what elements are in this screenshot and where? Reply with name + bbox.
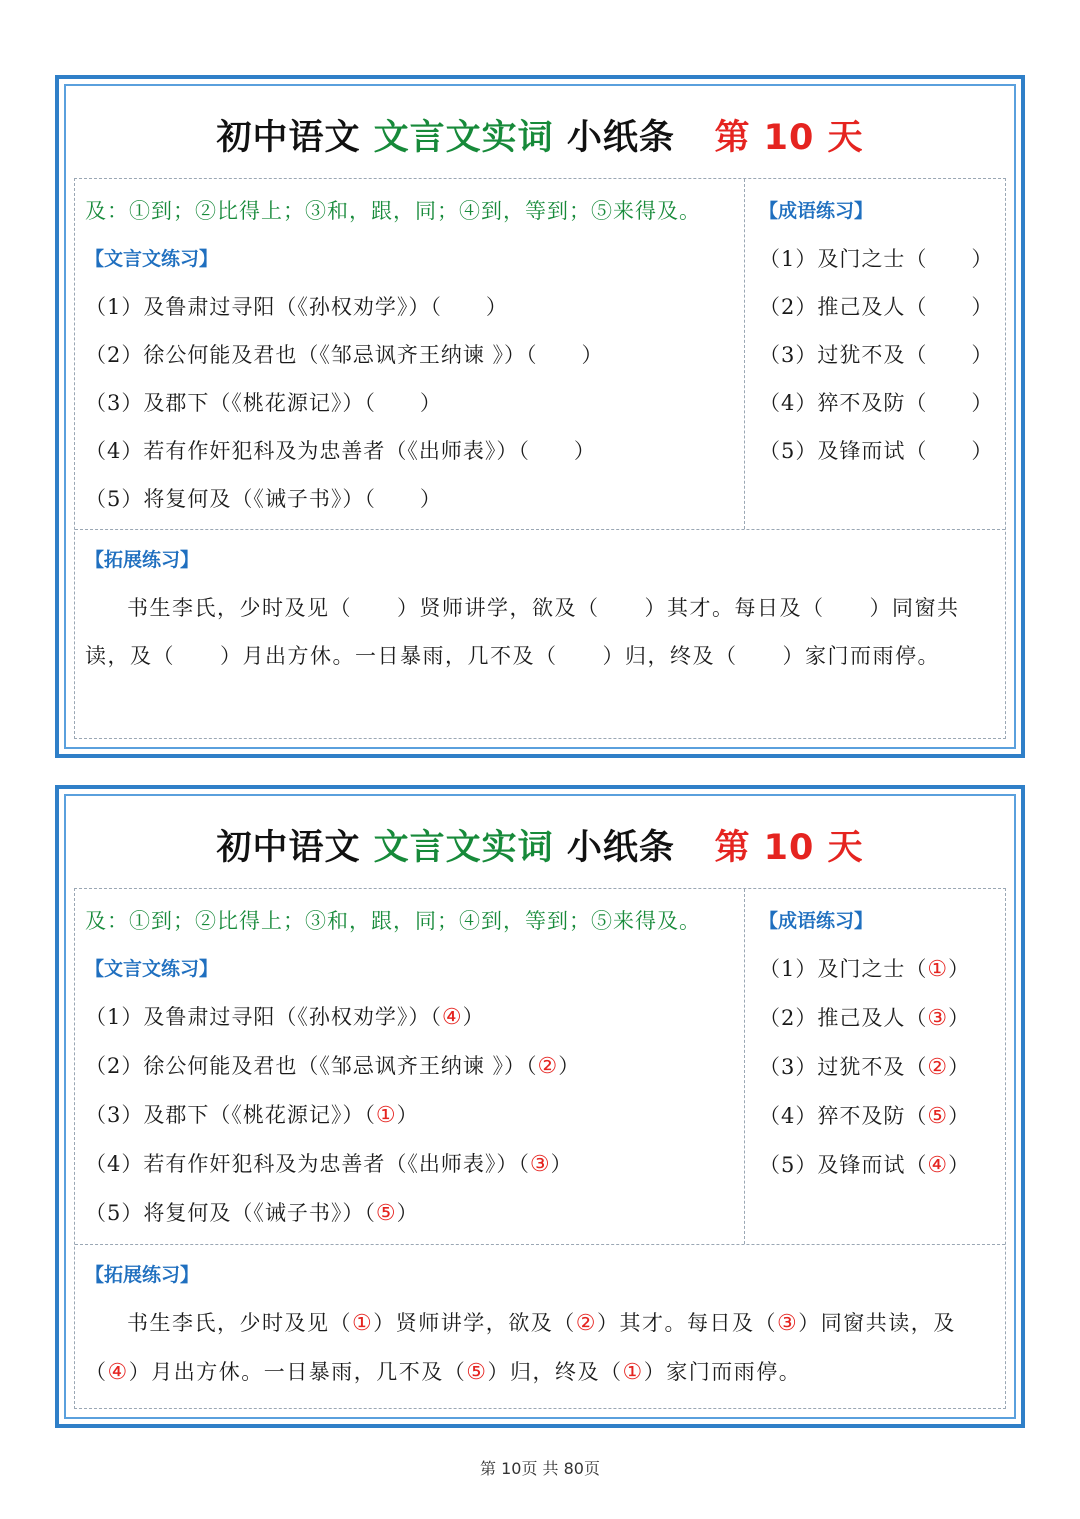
content-grid bbox=[74, 178, 1006, 739]
classical-item: （3）及郡下（《桃花源记》）（ ） bbox=[85, 391, 442, 415]
exercise-card-inner bbox=[64, 84, 1016, 749]
title-day: 第 10 天 bbox=[714, 118, 864, 158]
bottom-section bbox=[75, 1245, 1005, 1405]
answer-mark: ⑤ bbox=[466, 1360, 488, 1385]
answer-mark: ⑤ bbox=[375, 1201, 397, 1226]
idiom-label: 【成语练习】 bbox=[759, 910, 874, 932]
exercise-card bbox=[55, 75, 1025, 758]
page-footer: 第 10页 共 80页 bbox=[480, 1459, 600, 1478]
idiom-item: （3）过犹不及（②） bbox=[759, 1055, 971, 1080]
left-column bbox=[75, 179, 745, 529]
answer-mark: ① bbox=[622, 1360, 644, 1385]
idiom-item: （2）推己及人（ ） bbox=[759, 295, 994, 319]
classical-item: （3）及郡下（《桃花源记》）（①） bbox=[85, 1103, 419, 1128]
classical-item: （2）徐公何能及君也（《邹忌讽齐王纳谏 》）（②） bbox=[85, 1054, 581, 1079]
extension-label: 【拓展练习】 bbox=[85, 1264, 200, 1286]
answer-card-inner bbox=[64, 794, 1016, 1419]
right-column bbox=[745, 889, 1005, 1244]
right-column bbox=[745, 179, 1005, 529]
idiom-item: （4）猝不及防（⑤） bbox=[759, 1104, 971, 1129]
answer-mark: ① bbox=[375, 1103, 397, 1128]
extension-paragraph: 书生李氏，少时及见（ ）贤师讲学，欲及（ ）其才。每日及（ ）同窗共读，及（ ）月出方休。一日暴雨，几不及（ ）归，终及（ ）家门而雨停。 bbox=[85, 596, 960, 668]
title-topic: 文言文实词 bbox=[373, 118, 554, 158]
classical-item: （4）若有作奸犯科及为忠善者（《出师表》）（ ） bbox=[85, 439, 596, 463]
answer-mark: ① bbox=[352, 1311, 374, 1336]
answer-mark: ② bbox=[927, 1055, 949, 1080]
top-section bbox=[75, 889, 1005, 1245]
word-meaning: 及：①到；②比得上；③和，跟，同；④到，等到；⑤来得及。 bbox=[85, 909, 701, 933]
answer-mark: ② bbox=[575, 1311, 597, 1336]
title-topic: 文言文实词 bbox=[373, 828, 554, 868]
classical-item: （5）将复何及（《诫子书》）（ ） bbox=[85, 487, 442, 511]
answer-mark: ③ bbox=[776, 1311, 799, 1336]
extension-paragraph-answer: 书生李氏，少时及见（①）贤师讲学，欲及（②）其才。每日及（③）同窗共读，及（④）月出方休。一日暴雨，几不及（⑤）归，终及（①）家门而雨停。 bbox=[85, 1311, 956, 1385]
answer-mark: ④ bbox=[107, 1360, 129, 1385]
card-title bbox=[74, 92, 1006, 178]
idiom-item: （4）猝不及防（ ） bbox=[759, 391, 994, 415]
title-subject: 初中语文 bbox=[216, 118, 361, 158]
extension-label: 【拓展练习】 bbox=[85, 549, 200, 571]
idiom-item: （5）及锋而试（ ） bbox=[759, 439, 994, 463]
classical-item: （4）若有作奸犯科及为忠善者（《出师表》）（③） bbox=[85, 1152, 573, 1177]
classical-item: （1）及鲁肃过寻阳（《孙权劝学》）（ ） bbox=[85, 295, 508, 319]
idiom-label: 【成语练习】 bbox=[759, 200, 874, 222]
answer-mark: ③ bbox=[927, 1006, 949, 1031]
card-title bbox=[74, 802, 1006, 888]
title-subject: 初中语文 bbox=[216, 828, 361, 868]
answer-mark: ② bbox=[537, 1054, 559, 1079]
answer-mark: ④ bbox=[927, 1153, 949, 1178]
classical-label: 【文言文练习】 bbox=[85, 248, 219, 270]
title-day: 第 10 天 bbox=[714, 828, 864, 868]
classical-item: （2）徐公何能及君也（《邹忌讽齐王纳谏 》）（ ） bbox=[85, 343, 604, 367]
answer-mark: ① bbox=[927, 957, 949, 982]
top-section bbox=[75, 179, 1005, 530]
content-grid bbox=[74, 888, 1006, 1409]
bottom-section bbox=[75, 530, 1005, 688]
answer-card bbox=[55, 785, 1025, 1428]
title-kind: 小纸条 bbox=[566, 118, 675, 158]
title-kind: 小纸条 bbox=[566, 828, 675, 868]
answer-mark: ⑤ bbox=[927, 1104, 949, 1129]
idiom-item: （5）及锋而试（④） bbox=[759, 1153, 971, 1178]
idiom-item: （1）及门之士（ ） bbox=[759, 247, 994, 271]
classical-item: （5）将复何及（《诫子书》）（⑤） bbox=[85, 1201, 419, 1226]
classical-item: （1）及鲁肃过寻阳（《孙权劝学》）（④） bbox=[85, 1005, 485, 1030]
idiom-item: （1）及门之士（①） bbox=[759, 957, 971, 982]
idiom-item: （3）过犹不及（ ） bbox=[759, 343, 994, 367]
answer-mark: ③ bbox=[529, 1152, 551, 1177]
classical-label: 【文言文练习】 bbox=[85, 958, 219, 980]
word-meaning: 及：①到；②比得上；③和，跟，同；④到，等到；⑤来得及。 bbox=[85, 199, 701, 223]
idiom-item: （2）推己及人（③） bbox=[759, 1006, 971, 1031]
left-column bbox=[75, 889, 745, 1244]
answer-mark: ④ bbox=[441, 1005, 463, 1030]
